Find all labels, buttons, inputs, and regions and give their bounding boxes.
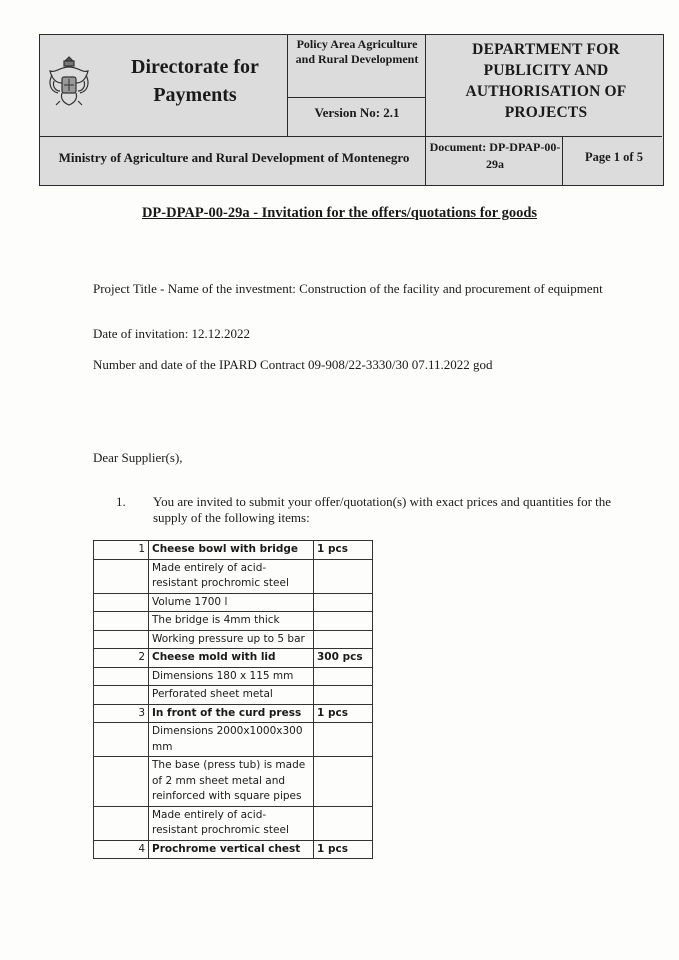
salutation: Dear Supplier(s), [93,450,183,465]
item-quantity-cell [314,559,373,593]
montenegro-coat-of-arms-icon [46,53,92,109]
table-row [94,559,373,593]
item-quantity-cell [314,757,373,807]
table-row [94,649,373,668]
item-description-cell: In front of the curd press [149,704,314,723]
ipard-contract: Number and date of the IPARD Contract 09-908/22-3330/30 07.11.2022 god [93,357,493,372]
item-number-cell [94,723,149,757]
ministry-name: Ministry of Agriculture and Rural Development of Montenegro [58,150,410,165]
items-table [93,540,373,859]
list-item-text: You are invited to submit your offer/quotation(s) with exact prices and quantities for the supply of the following items: [153,494,612,525]
item-number-cell [94,806,149,840]
table-row [94,630,373,649]
table-row [94,541,373,560]
table-row [94,612,373,631]
item-description-cell: Working pressure up to 5 bar [149,630,314,649]
table-row [94,593,373,612]
item-number-cell: 3 [94,704,149,723]
item-quantity-cell [314,593,373,612]
item-number-cell [94,757,149,807]
item-description-cell: Cheese mold with lid [149,649,314,668]
invitation-date: Date of invitation: 12.12.2022 [93,326,251,341]
item-description-cell: Cheese bowl with bridge [149,541,314,560]
item-description-cell: Made entirely of acid-resistant prochromic steel [149,806,314,840]
item-description-cell: Made entirely of acid-resistant prochromic steel [149,559,314,593]
document-number: Document: DP-DPAP-00-29a [429,140,561,171]
item-number-cell: 2 [94,649,149,668]
item-quantity-cell: 1 pcs [314,704,373,723]
item-quantity-cell: 1 pcs [314,840,373,859]
list-item-number: 1. [116,494,126,509]
item-quantity-cell [314,686,373,705]
project-title: Project Title - Name of the investment: Construction of the facility and procurement of equipment [93,281,603,296]
table-row [94,723,373,757]
item-number-cell [94,667,149,686]
table-row [94,757,373,807]
header-divider [425,35,426,185]
item-description-cell: The bridge is 4mm thick [149,612,314,631]
item-quantity-cell: 300 pcs [314,649,373,668]
item-quantity-cell [314,806,373,840]
department-title: DEPARTMENT FOR PUBLICITY AND AUTHORISATION OF PROJECTS [465,41,627,121]
item-description-cell: Dimensions 2000x1000x300 mm [149,723,314,757]
table-row [94,806,373,840]
page-number: Page 1 of 5 [585,150,643,164]
header-divider [40,136,662,137]
item-number-cell: 4 [94,840,149,859]
item-quantity-cell [314,667,373,686]
document-header [39,34,664,186]
item-number-cell [94,593,149,612]
version-number: Version No: 2.1 [314,105,400,120]
item-quantity-cell: 1 pcs [314,541,373,560]
policy-area: Policy Area Agriculture and Rural Development [295,37,419,66]
item-description-cell: Volume 1700 l [149,593,314,612]
document-title: DP-DPAP-00-29a - Invitation for the offers/quotations for goods [141,205,538,221]
item-quantity-cell [314,612,373,631]
item-number-cell [94,686,149,705]
header-divider [287,97,425,98]
item-number-cell [94,559,149,593]
directorate-title: Directorate for Payments [131,56,259,106]
item-number-cell [94,612,149,631]
item-number-cell [94,630,149,649]
item-quantity-cell [314,630,373,649]
item-description-cell: Dimensions 180 x 115 mm [149,667,314,686]
item-description-cell: Prochrome vertical chest [149,840,314,859]
table-row [94,840,373,859]
table-row [94,667,373,686]
item-description-cell: The base (press tub) is made of 2 mm sheet metal and reinforced with square pipes [149,757,314,807]
table-row [94,704,373,723]
table-row [94,686,373,705]
item-description-cell: Perforated sheet metal [149,686,314,705]
item-quantity-cell [314,723,373,757]
item-number-cell: 1 [94,541,149,560]
header-divider [562,136,563,185]
